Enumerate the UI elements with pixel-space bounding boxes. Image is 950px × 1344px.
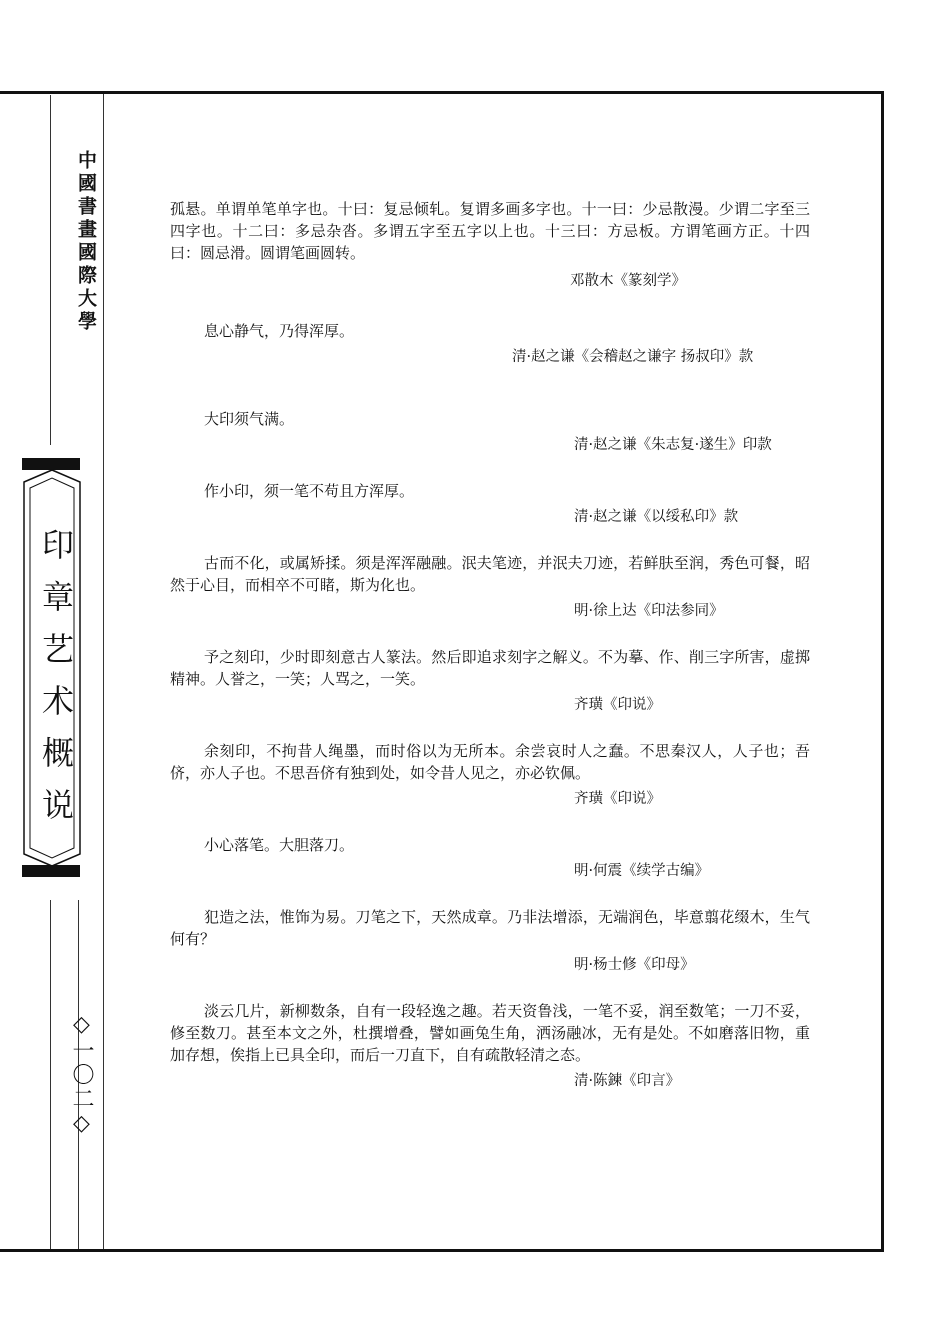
- quote-entry: [170, 906, 810, 976]
- quote-entry: [170, 1000, 810, 1092]
- quote-entry: [170, 646, 810, 716]
- quote-source: 齐璜《印说》: [574, 791, 661, 807]
- quote-text: 予之刻印，少时即刻意古人篆法。然后即追求刻字之解义。不为摹、作、削三字所害，虚掷精神。人誉之，一笑；人骂之，一笑。: [170, 648, 810, 688]
- quote-source: 清·赵之谦《以绥私印》款: [574, 509, 739, 525]
- quote-text: 余刻印，不拘昔人绳墨，而时俗以为无所本。余尝哀时人之蠢。不思秦汉人，人子也；吾侪，亦人子也。不思吾侪有独到处，如令昔人见之，亦必钦佩。: [170, 742, 810, 782]
- quote-text: 小心落笔。大胆落刀。: [204, 836, 355, 854]
- quote-source: 邓散木《篆刻学》: [570, 273, 686, 289]
- quote-text: 孤悬。单谓单笔单字也。十曰：复忌倾轧。复谓多画多字也。十一曰：少忌散漫。少谓二字至三四字也。十二曰：多忌杂沓。多谓五字至五字以上也。十三曰：方忌板。方谓笔画方正。十四曰：圆忌滑。圆谓笔画圆转。: [170, 200, 810, 262]
- institution-name: 中國書畫國際大學: [75, 150, 97, 334]
- quote-entry: [170, 408, 810, 456]
- page-frame-top: [0, 91, 884, 94]
- sidebar-rule-top: [50, 95, 51, 445]
- page-frame-right: [881, 91, 884, 1252]
- quote-text: 作小印，须一笔不苟且方浑厚。: [204, 482, 415, 500]
- quote-source: 明·何震《续学古编》: [574, 863, 710, 879]
- quote-source: 清·赵之谦《会稽赵之谦字 扬叔印》款: [512, 349, 754, 365]
- quote-entry: [170, 198, 810, 292]
- quote-source: 明·徐上达《印法参同》: [574, 603, 724, 619]
- main-content: [170, 198, 810, 1092]
- book-title: 印章艺术概说: [37, 528, 75, 840]
- page-frame-bottom: [0, 1249, 884, 1252]
- quote-text: 淡云几片，新柳数条，自有一段轻逸之趣。若天资鲁浅，一笔不妥，润至数笔；一刀不妥，修至数刀。甚至本文之外，杜撰增叠，譬如画兔生角，洒汤融冰，无有是处。不如磨落旧物，重加存想，俟指上已具全印，而后一刀直下，自有疏散轻清之态。: [170, 1002, 810, 1064]
- quote-text: 犯造之法，惟饰为易。刀笔之下，天然成章。乃非法增添，无端润色，毕意翦花缀木，生气何有？: [170, 908, 810, 948]
- quote-text: 息心静气，乃得浑厚。: [204, 322, 355, 340]
- quote-entry: [170, 834, 810, 882]
- sidebar-rule-bottom-left: [50, 900, 51, 1249]
- quote-source: 清·陈鍊《印言》: [574, 1073, 681, 1089]
- quote-entry: [170, 552, 810, 622]
- cartouche-band-bottom: [22, 865, 80, 877]
- quote-text: 大印须气满。: [204, 410, 295, 428]
- quote-source: 齐璜《印说》: [574, 697, 661, 713]
- quote-source: 明·杨士修《印母》: [574, 957, 695, 973]
- page-number: ◇一〇二◇: [69, 1012, 94, 1138]
- quote-text: 古而不化，或属矫揉。须是浑浑融融。泯夫笔迹，并泯夫刀迹，若鲜肤至润，秀色可餐，昭然于心目，而相卒不可睹，斯为化也。: [170, 554, 810, 594]
- quote-entry: [170, 480, 810, 528]
- quote-entry: [170, 740, 810, 810]
- quote-entry: [170, 320, 810, 368]
- page-frame-inner-left: [103, 94, 104, 1249]
- quote-source: 清·赵之谦《朱志复·遂生》印款: [574, 437, 772, 453]
